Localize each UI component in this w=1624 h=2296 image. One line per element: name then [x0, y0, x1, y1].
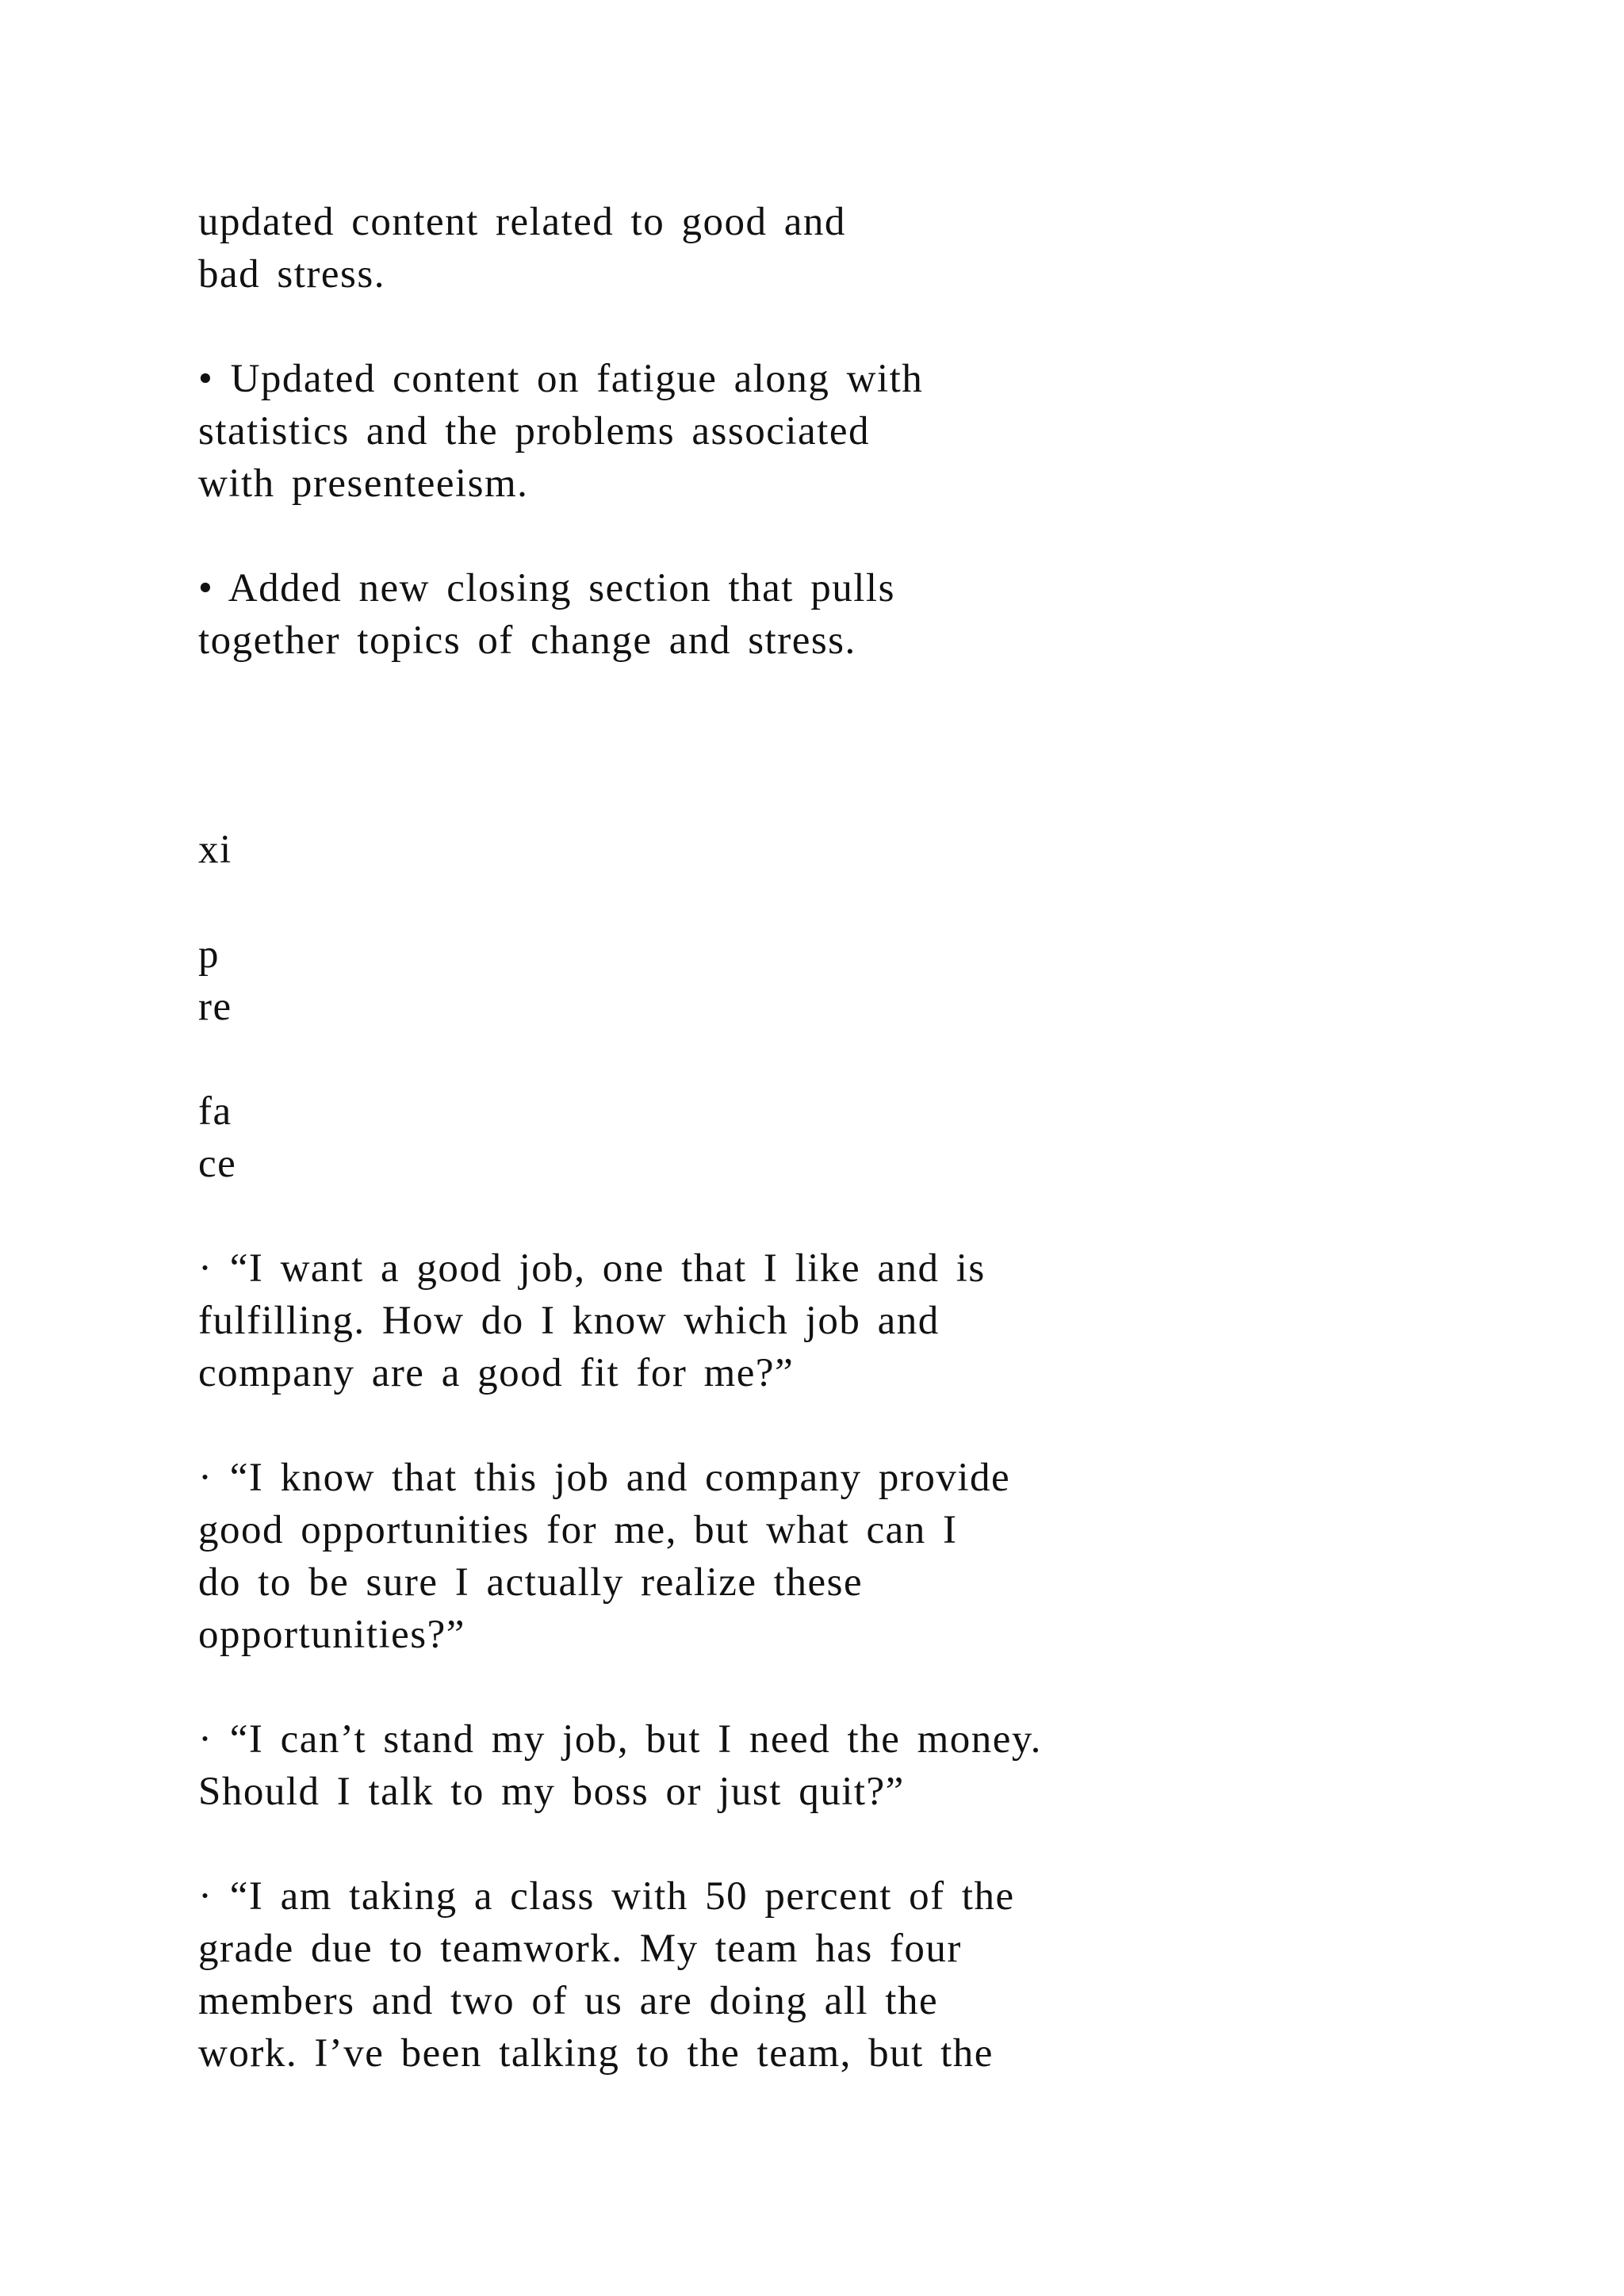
running-header-fragment: re [198, 985, 232, 1029]
bullet-item: • Updated content on fatigue along with [198, 357, 924, 401]
quote-item: · “I know that this job and company provide [198, 1456, 1011, 1500]
text-line: with presenteeism. [198, 461, 529, 506]
quote-item: · “I can’t stand my job, but I need the money. [198, 1717, 1042, 1762]
text-line: do to be sure I actually realize these [198, 1560, 864, 1605]
text-line: good opportunities for me, but what can I [198, 1508, 958, 1552]
text-line: fulfilling. How do I know which job and [198, 1299, 940, 1343]
bullet-item: • Added new closing section that pulls [198, 566, 895, 610]
text-line: work. I’ve been talking to the team, but the [198, 2031, 994, 2076]
text-line: statistics and the problems associated [198, 409, 870, 453]
text-line: bad stress. [198, 252, 385, 297]
text-line: grade due to teamwork. My team has four [198, 1927, 962, 1971]
running-header-fragment: fa [198, 1089, 232, 1134]
text-line: members and two of us are doing all the [198, 1979, 939, 2023]
text-line: company are a good fit for me?” [198, 1351, 795, 1395]
running-header-fragment: ce [198, 1142, 237, 1186]
text-line: together topics of change and stress. [198, 618, 856, 663]
text-line: updated content related to good and [198, 200, 846, 244]
page-number: xi [198, 828, 232, 872]
running-header-fragment: p [198, 932, 220, 977]
quote-item: · “I want a good job, one that I like and is [198, 1246, 986, 1291]
text-line: Should I talk to my boss or just quit?” [198, 1770, 905, 1814]
text-line: opportunities?” [198, 1613, 465, 1657]
quote-item: · “I am taking a class with 50 percent of the [198, 1874, 1015, 1919]
